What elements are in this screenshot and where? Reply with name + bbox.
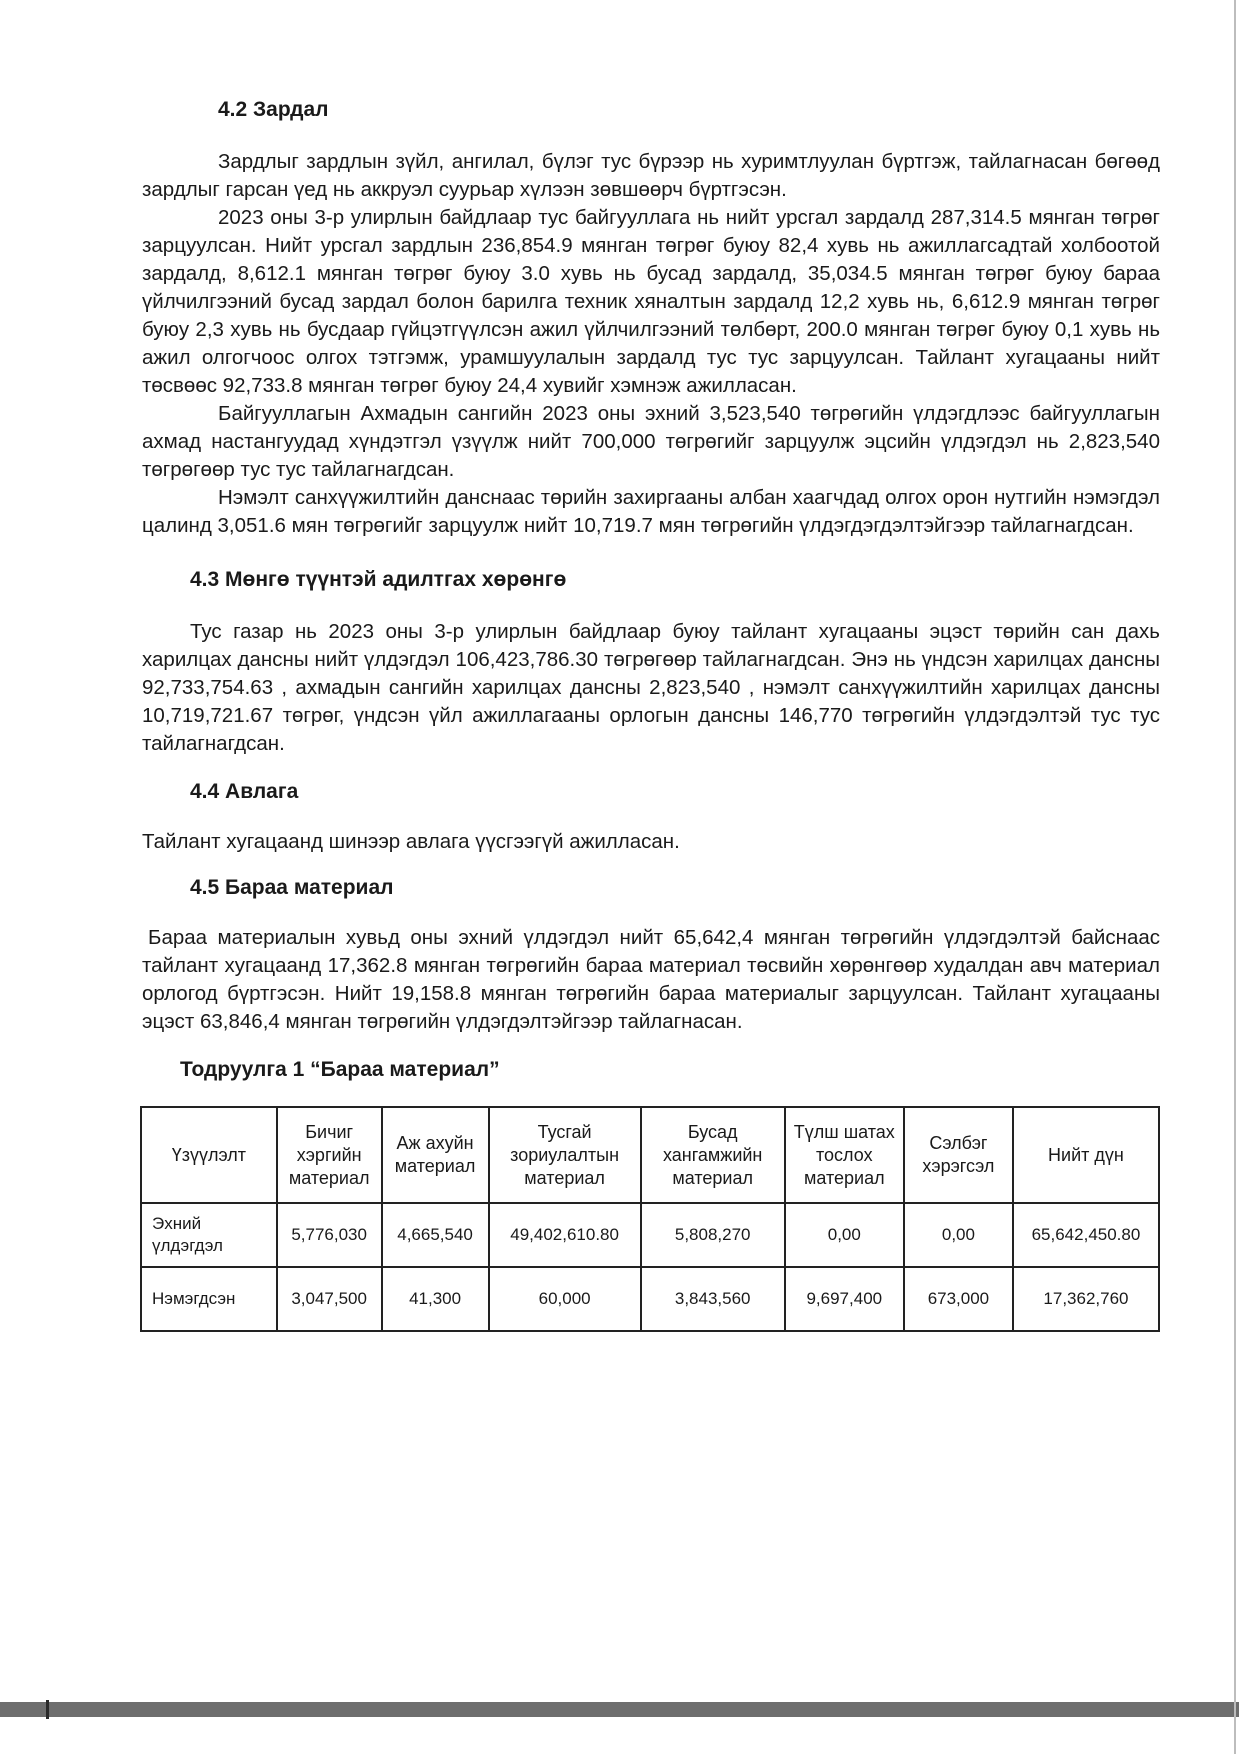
table-cell: 65,642,450.80 (1013, 1203, 1159, 1267)
table-cell: 0,00 (904, 1203, 1013, 1267)
table-cell: 0,00 (785, 1203, 904, 1267)
paragraph: 2023 оны 3-р улирлын байдлаар тус байгууллага нь нийт урсгал зардалд 287,314.5 мянган төгрөг зарцуулсан. Нийт урсгал зардлын 236,854.9 мянган төгрөг буюу 82,4 хувь нь ажиллагсадтай холбоотой зардалд, 8,612.1 мянган төгрөг буюу 3.0 хувь нь бусад зардалд, 35,034.5 мянган төгрөг буюу бараа үйлчилгээний бусад зардал болон барилга техник хяналтын зардалд 12,2 хувь нь, 6,612.9 мянган төгрөг буюу 2,3 хувь нь бусдаар гүйцэтгүүлсэн ажил үйлчилгээний төлбөрт, 200.0 мянган төгрөг буюу 0,1 хувь нь ажил олгогчоос олгох тэтгэмж, урамшуулалын зардалд тус тус зарцуулсан. Тайлант хугацааны нийт төсвөөс 92,733.8 мянган төгрөг буюу 24,4 хувийг хэмнэж ажилласан. (142, 206, 1160, 397)
table-cell: 9,697,400 (785, 1267, 904, 1331)
table-header-cell: Бусад хангамжийн материал (641, 1107, 785, 1203)
table-header-cell: Тусгай зориулалтын материал (489, 1107, 641, 1203)
paragraph: Нэмэлт санхүүжилтийн данснаас төрийн захиргааны албан хаагчдад олгох орон нутгийн нэмэгдэл цалинд 3,051.6 мян төгрөгийг зарцуулж нийт 10,719.7 мян төгрөгийн үлдэгдэгдэлтэйгээр тайлагнагдсан. (142, 486, 1160, 537)
table-caption: Тодруулга 1 “Бараа материал” (180, 1058, 500, 1081)
table-cell: 5,808,270 (641, 1203, 785, 1267)
table-cell: 3,843,560 (641, 1267, 785, 1331)
table-header-cell: Аж ахуйн материал (382, 1107, 489, 1203)
table-header-cell: Түлш шатах тослох материал (785, 1107, 904, 1203)
section-heading-4-5: 4.5 Бараа материал (190, 876, 394, 899)
table-row (141, 1203, 1159, 1267)
paragraph: Тайлант хугацаанд шинээр авлага үүсгээгүй ажилласан. (142, 830, 680, 853)
table-header-cell: Үзүүлэлт (141, 1107, 277, 1203)
table-cell: 49,402,610.80 (489, 1203, 641, 1267)
page-content (142, 96, 1160, 1332)
table-header-cell: Сэлбэг хэрэгсэл (904, 1107, 1013, 1203)
scan-border-mark (46, 1700, 49, 1719)
paragraph: Зардлыг зардлын зүйл, ангилал, бүлэг тус бүрээр нь хуримтлуулан бүртгэж, тайлагнасан бөгөөд зардлыг гарсан үед нь аккруэл суурьар хүлээн зөвшөөрч бүртгэсэн. (142, 150, 1160, 201)
scan-border-bar (0, 1702, 1239, 1717)
table-row (141, 1267, 1159, 1331)
table-row-label: Нэмэгдсэн (141, 1267, 277, 1331)
paragraph: Байгууллагын Ахмадын сангийн 2023 оны эхний 3,523,540 төгрөгийн үлдэгдлээс байгууллагын ахмад настангуудад хүндэтгэл үзүүлж нийт 700,000 төгрөгийг зарцуулж эцсийн үлдэгдэл нь 2,823,540 төгрөгөөр тус тус тайлагнагдсан. (142, 402, 1160, 481)
table-row-label: Эхний үлдэгдэл (141, 1203, 277, 1267)
table-header-cell: Нийт дүн (1013, 1107, 1159, 1203)
table-cell: 673,000 (904, 1267, 1013, 1331)
table-header-cell: Бичиг хэргийн материал (277, 1107, 382, 1203)
materials-table (140, 1106, 1160, 1332)
scan-edge-line (1234, 0, 1236, 1754)
section-heading-4-3: 4.3 Мөнгө түүнтэй адилтгах хөрөнгө (190, 568, 567, 591)
table-cell: 4,665,540 (382, 1203, 489, 1267)
table-cell: 41,300 (382, 1267, 489, 1331)
paragraph: Тус газар нь 2023 оны 3-р улирлын байдлаар буюу тайлант хугацааны эцэст төрийн сан дахь харилцах дансны нийт үлдэгдэл 106,423,786.30 төгрөгөөр тайлагнагдсан. Энэ нь үндсэн харилцах дансны 92,733,754.63 , ахмадын сангийн харилцах дансны 2,823,540 , нэмэлт санхүүжилтийн харилцах дансны 10,719,721.67 төгрөг, үндсэн үйл ажиллагааны орлогын дансны 146,770 төгрөгийн үлдэгдэлтэй тус тус тайлагнагдсан. (142, 620, 1160, 755)
table-cell: 3,047,500 (277, 1267, 382, 1331)
table-cell: 17,362,760 (1013, 1267, 1159, 1331)
section-heading-4-2: 4.2 Зардал (218, 98, 329, 121)
paragraph: Бараа материалын хувьд оны эхний үлдэгдэл нийт 65,642,4 мянган төгрөгийн үлдэгдэлтэй байснаас тайлант хугацаанд 17,362.8 мянган төгрөгийн бараа материал төсвийн хөрөнгөөр худалдан авч материал орлогод бүртгэсэн. Нийт 19,158.8 мянган төгрөгийн бараа материалыг зарцуулсан. Тайлант хугацааны эцэст 63,846,4 мянган төгрөгийн үлдэгдэлтэйгээр тайлагнасан. (142, 926, 1160, 1033)
table-header-row (141, 1107, 1159, 1203)
table-cell: 5,776,030 (277, 1203, 382, 1267)
table-cell: 60,000 (489, 1267, 641, 1331)
section-heading-4-4: 4.4 Авлага (190, 780, 299, 803)
